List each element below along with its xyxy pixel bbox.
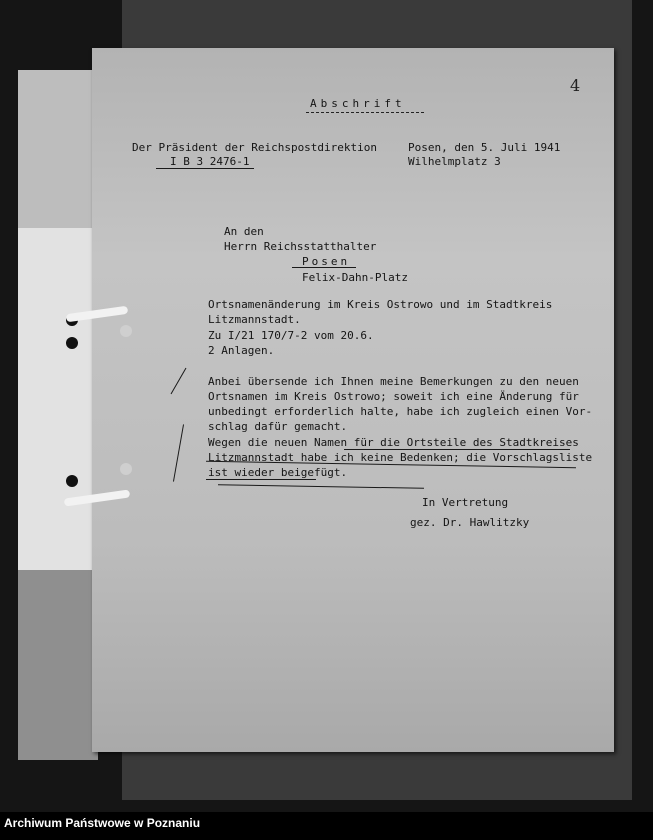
body-underline-3 [206, 479, 316, 480]
page-number: 4 [570, 76, 581, 95]
folder-lower [18, 570, 98, 760]
reference-line: Zu I/21 170/7-2 vom 20.6. [208, 329, 374, 342]
body-line-6: Litzmannstadt habe ich keine Bedenken; die Vorschlagsliste [208, 451, 593, 464]
subject-line2: Litzmannstadt. [208, 313, 301, 326]
body-line-2: Ortsnamen im Kreis Ostrowo; soweit ich eine Änderung für [208, 390, 579, 403]
punch-hole-2 [66, 337, 78, 349]
folder-tab [18, 228, 98, 572]
recipient-city-underline [292, 267, 356, 268]
sender-address: Wilhelmplatz 3 [408, 155, 501, 168]
body-line-7: ist wieder beigefügt. [208, 466, 348, 479]
reference-underline [156, 168, 254, 169]
place-date: Posen, den 5. Juli 1941 [408, 141, 561, 154]
recipient-line1: An den [224, 225, 264, 238]
closing: In Vertretung [422, 496, 509, 509]
margin-mark-2 [173, 424, 184, 481]
body-line-5: Wegen die neuen Namen für die Ortsteile des Stadtkreises [208, 436, 579, 449]
recipient-street: Felix-Dahn-Platz [302, 271, 408, 284]
subject-line1: Ortsnamenänderung im Kreis Ostrowo und im Stadtkreis [208, 298, 553, 311]
attachments: 2 Anlagen. [208, 344, 275, 357]
document-title: Abschrift [310, 97, 406, 110]
body-line-4: schlag dafür gemacht. [208, 420, 348, 433]
punch-hole-5 [120, 463, 132, 475]
body-underline-1 [344, 449, 570, 450]
reference-number: I B 3 2476-1 [170, 155, 250, 168]
archive-name: Archiwum Państwowe w Poznaniu [4, 816, 201, 830]
body-line-1: Anbei übersende ich Ihnen meine Bemerkungen zu den neuen [208, 375, 579, 388]
body-line-3: unbedingt erforderlich halte, habe ich zugleich einen Vor- [208, 405, 593, 418]
recipient-city: Posen [302, 255, 351, 268]
sender: Der Präsident der Reichspostdirektion [132, 141, 378, 154]
signature: gez. Dr. Hawlitzky [410, 516, 530, 529]
letter-page [92, 48, 614, 752]
margin-mark-1 [171, 368, 187, 394]
body-underline-4 [218, 484, 424, 489]
punch-hole-4 [120, 325, 132, 337]
punch-hole-3 [66, 475, 78, 487]
title-underline [306, 112, 424, 113]
recipient-line2: Herrn Reichsstatthalter [224, 240, 377, 253]
